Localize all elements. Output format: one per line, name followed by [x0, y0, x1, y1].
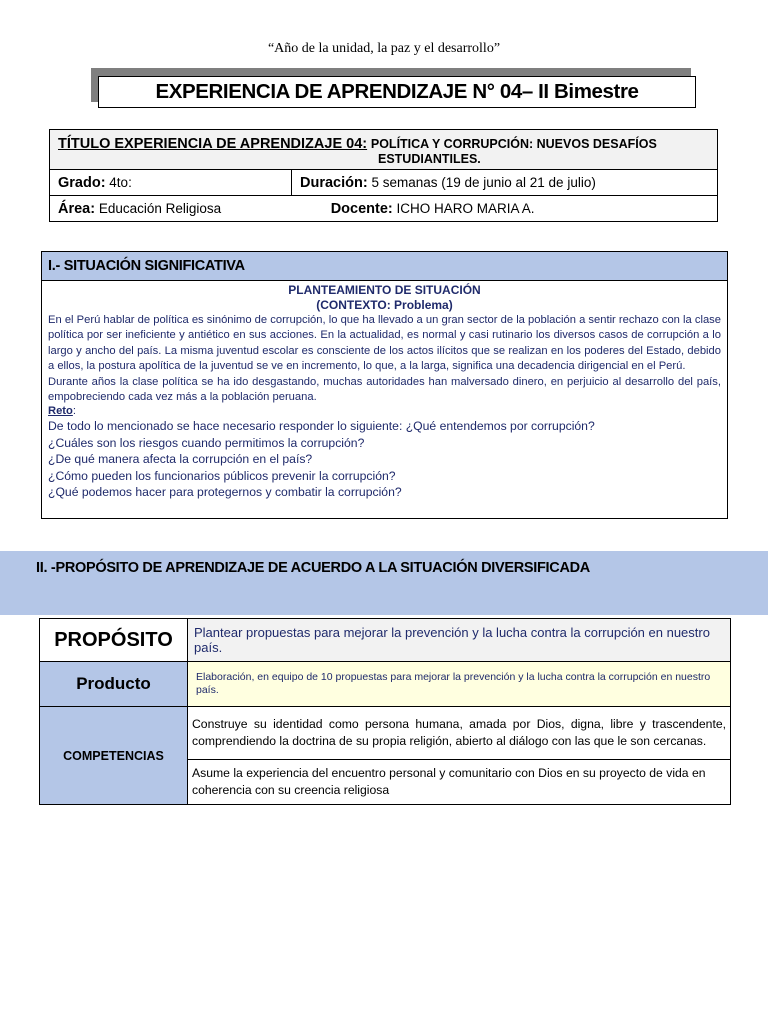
- document-title: EXPERIENCIA DE APRENDIZAJE N° 04– II Bimestre: [98, 76, 696, 108]
- area-label: Área:: [58, 200, 96, 217]
- duracion-value: 5 semanas (19 de junio al 21 de julio): [371, 174, 596, 190]
- grado-value: 4to:: [109, 174, 132, 190]
- area-value: Educación Religiosa: [98, 200, 222, 216]
- situacion-box: [41, 251, 728, 519]
- reto-question: ¿Cómo pueden los funcionarios públicos prevenir la corrupción?: [48, 468, 396, 483]
- titulo-label: TÍTULO EXPERIENCIA DE APRENDIZAJE 04:: [58, 135, 368, 152]
- reto-question: De todo lo mencionado se hace necesario responder lo siguiente: ¿Qué entendemos por corrupción?: [48, 419, 595, 434]
- proposito-row: [40, 619, 731, 662]
- docente-label: Docente:: [330, 200, 393, 217]
- competencia-row: [40, 707, 731, 760]
- reto-label: Reto: [48, 405, 73, 418]
- situacion-paragraph-1: En el Perú hablar de política es sinónimo de corrupción, lo que ha llevado a un gran sector de la población a sentir rechazo con la clase política por ser ineficiente y antiético en sus acciones. En la actualidad, es normal y casi rutinario los diversos casos de corrupción a lo largo y ancho del país. La misma juventud escolar es consciente de los actos ilícitos que se realizan en los poderes del Estado, debido a ellos, la postura apolítica de la juventud se ve en incremento, lo que, a la larga, significa una decadencia dirigencial en el Perú.: [48, 314, 721, 373]
- producto-value: Elaboración, en equipo de 10 propuestas para mejorar la prevención y la lucha contra la corrupción en nuestro país.: [188, 662, 731, 707]
- titulo-value-2: ESTUDIANTILES.: [378, 151, 481, 166]
- proposito-table: [39, 618, 731, 805]
- situacion-subtitle-2: (CONTEXTO: Problema): [316, 298, 453, 312]
- grado-label: Grado:: [58, 174, 106, 191]
- duracion-label: Duración:: [300, 174, 368, 191]
- info-row-area: [50, 196, 718, 222]
- competencia-item: Asume la experiencia del encuentro personal y comunitario con Dios en su proyecto de vida en coherencia con su creencia religiosa: [188, 760, 731, 805]
- proposito-value: Plantear propuestas para mejorar la prevención y la lucha contra la corrupción en nuestro país.: [188, 619, 731, 662]
- producto-label: Producto: [40, 662, 188, 707]
- reto-colon: :: [72, 405, 76, 418]
- reto-question: ¿Qué podemos hacer para protegernos y combatir la corrupción?: [48, 485, 402, 500]
- competencia-item: Construye su identidad como persona humana, amada por Dios, digna, libre y trascendente, comprendiendo la doctrina de su propia religión, abierto al diálogo con las que le son cercanas.: [188, 707, 731, 760]
- situacion-paragraph-2: Durante años la clase política se ha ido desgastando, muchas autoridades han malversado dinero, en perjuicio al desarrollo del país, empobreciendo cada vez más a la población peruana.: [48, 375, 721, 404]
- situacion-subtitle-1: PLANTEAMIENTO DE SITUACIÓN: [288, 283, 481, 297]
- info-table: [49, 129, 718, 222]
- info-row-titulo: [50, 130, 718, 170]
- docente-value: ICHO HARO MARIA A.: [396, 200, 535, 216]
- reto-question: ¿Cuáles son los riesgos cuando permitimos la corrupción?: [48, 435, 365, 450]
- titulo-value-1: POLÍTICA Y CORRUPCIÓN: NUEVOS DESAFÍOS: [370, 136, 657, 151]
- reto-question: ¿De qué manera afecta la corrupción en el país?: [48, 452, 313, 467]
- proposito-section-heading: II. -PROPÓSITO DE APRENDIZAJE DE ACUERDO A LA SITUACIÓN DIVERSIFICADA: [36, 560, 590, 576]
- proposito-label: PROPÓSITO: [40, 619, 188, 662]
- motto: “Año de la unidad, la paz y el desarrollo”: [267, 41, 501, 56]
- situacion-heading: I.- SITUACIÓN SIGNIFICATIVA: [42, 252, 727, 281]
- proposito-section-band: [0, 551, 768, 615]
- producto-row: [40, 662, 731, 707]
- competencias-label: COMPETENCIAS: [40, 707, 188, 805]
- info-row-grado: [50, 170, 718, 196]
